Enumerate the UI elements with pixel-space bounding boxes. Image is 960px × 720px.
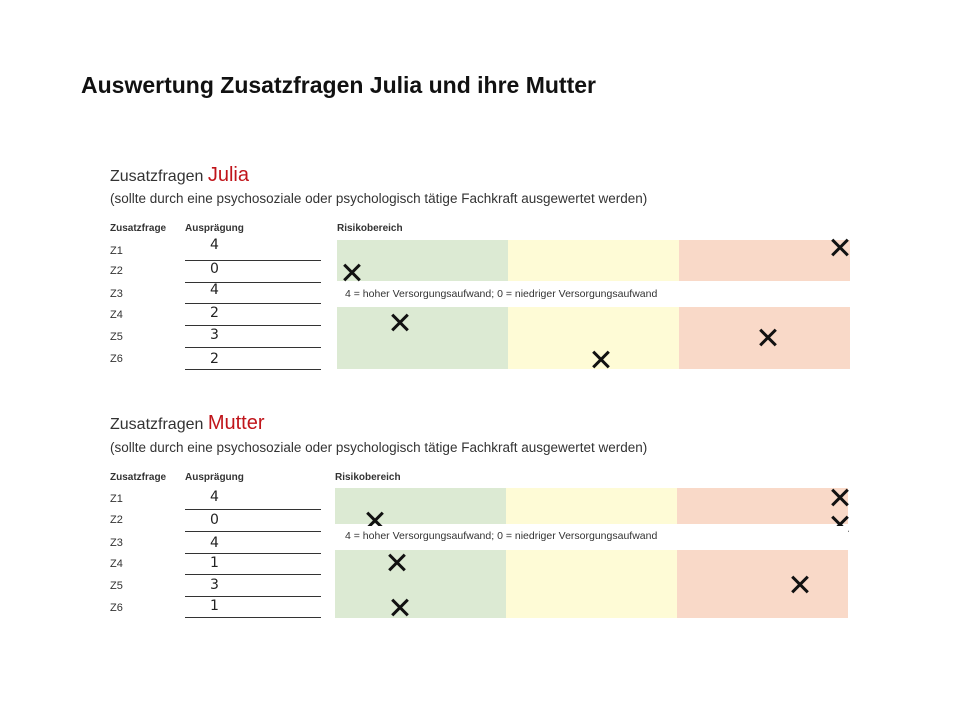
question-label: Z2 xyxy=(110,265,123,277)
cross-mark-icon xyxy=(342,262,362,282)
cross-mark-icon xyxy=(830,237,850,257)
page-title: Auswertung Zusatzfragen Julia und ihre Mutter xyxy=(81,72,596,98)
question-label: Z5 xyxy=(110,580,123,592)
column-header-risk: Risikobereich xyxy=(335,472,401,483)
question-value: 4 xyxy=(210,535,219,551)
question-value: 2 xyxy=(210,305,219,321)
heading-name: Julia xyxy=(207,164,249,186)
heading-name: Mutter xyxy=(207,412,265,434)
risk-zone-low xyxy=(335,550,506,618)
cross-mark-icon xyxy=(390,597,410,617)
question-value: 4 xyxy=(210,237,219,253)
question-value: 1 xyxy=(210,598,219,614)
risk-zone-high xyxy=(677,488,848,524)
value-underline xyxy=(185,553,321,554)
value-underline xyxy=(185,303,321,304)
question-label: Z3 xyxy=(110,288,123,300)
cross-mark-icon xyxy=(790,574,810,594)
column-header-question: Zusatzfrage xyxy=(110,472,167,483)
risk-zone-high xyxy=(677,550,848,618)
cross-mark-icon xyxy=(387,552,407,572)
risk-zone-high xyxy=(679,240,850,281)
section-subheading: (sollte durch eine psychosoziale oder psychologisch tätige Fachkraft ausgewertet werden) xyxy=(110,440,648,455)
question-value: 1 xyxy=(210,555,219,571)
heading-prefix: Zusatzfragen xyxy=(110,416,204,433)
value-underline xyxy=(185,282,321,283)
value-underline xyxy=(185,509,321,510)
value-underline xyxy=(185,574,321,575)
question-value: 3 xyxy=(210,327,219,343)
column-header-value: Ausprägung xyxy=(185,223,244,234)
risk-zone-medium xyxy=(508,240,679,281)
question-value: 3 xyxy=(210,577,219,593)
question-label: Z4 xyxy=(110,309,123,321)
risk-zone-low xyxy=(337,240,508,281)
question-label: Z3 xyxy=(110,537,123,549)
question-value: 2 xyxy=(210,351,219,367)
scale-note: 4 = hoher Versorgungsaufwand; 0 = niedriger Versorgungsaufwand xyxy=(345,288,658,300)
question-label: Z6 xyxy=(110,602,123,614)
question-label: Z1 xyxy=(110,493,123,505)
question-label: Z2 xyxy=(110,514,123,526)
cross-mark-icon xyxy=(591,349,611,369)
question-value: 0 xyxy=(210,261,219,277)
value-underline xyxy=(185,325,321,326)
risk-zone-medium xyxy=(506,550,677,618)
column-header-risk: Risikobereich xyxy=(337,223,403,234)
value-underline xyxy=(185,260,321,261)
question-value: 4 xyxy=(210,489,219,505)
question-label: Z5 xyxy=(110,331,123,343)
scale-note: 4 = hoher Versorgungsaufwand; 0 = niedriger Versorgungsaufwand xyxy=(338,526,848,546)
cross-mark-icon xyxy=(830,487,850,507)
heading-prefix: Zusatzfragen xyxy=(110,168,204,185)
question-label: Z1 xyxy=(110,245,123,257)
question-value: 4 xyxy=(210,282,219,298)
column-header-value: Ausprägung xyxy=(185,472,244,483)
risk-zone-low xyxy=(337,307,508,369)
risk-zone-low xyxy=(335,488,506,524)
value-underline xyxy=(185,617,321,618)
cross-mark-icon xyxy=(758,327,778,347)
question-value: 0 xyxy=(210,512,219,528)
value-underline xyxy=(185,369,321,370)
cross-mark-icon xyxy=(390,312,410,332)
value-underline xyxy=(185,531,321,532)
value-underline xyxy=(185,596,321,597)
question-label: Z6 xyxy=(110,353,123,365)
column-header-question: Zusatzfrage xyxy=(110,223,167,234)
section-heading xyxy=(110,412,265,435)
section-subheading: (sollte durch eine psychosoziale oder psychologisch tätige Fachkraft ausgewertet werden) xyxy=(110,191,648,206)
question-label: Z4 xyxy=(110,558,123,570)
section-heading xyxy=(110,164,249,187)
risk-zone-medium xyxy=(506,488,677,524)
value-underline xyxy=(185,347,321,348)
